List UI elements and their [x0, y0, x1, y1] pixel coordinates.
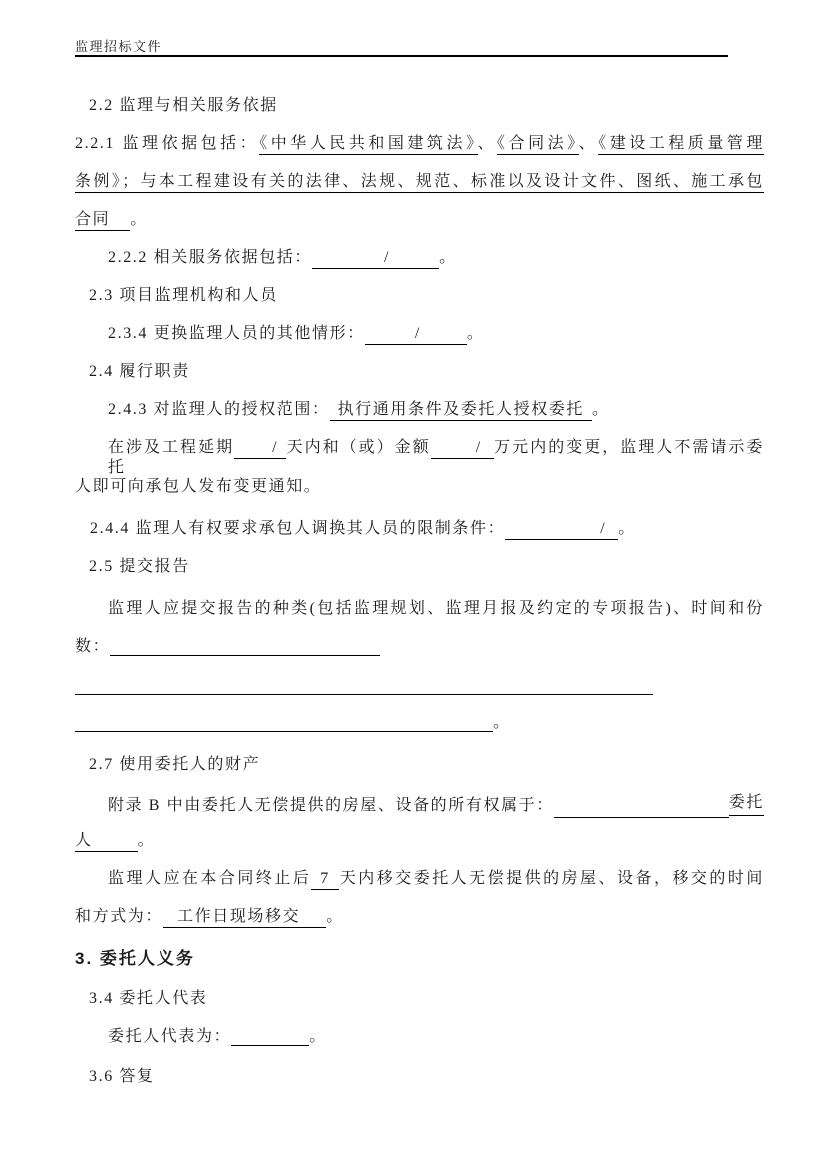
blank-fill	[234, 451, 272, 452]
section-heading-2-7	[75, 755, 764, 775]
blank-fill	[330, 413, 338, 414]
period: 。	[309, 1028, 327, 1045]
period: 。	[326, 908, 344, 925]
blank-fill	[330, 882, 339, 883]
period: 。	[466, 325, 485, 342]
blank-fill-line	[231, 1029, 309, 1046]
blank-fill	[584, 413, 592, 414]
period: 。	[130, 211, 148, 228]
slash-separator: /	[475, 439, 482, 456]
body-text: 监理人应在本合同终止后	[108, 870, 312, 887]
heading-text: 2.4 履行职责	[89, 363, 190, 380]
header-rule	[75, 55, 728, 57]
heading-text: 2.2 监理与相关服务依据	[89, 97, 278, 114]
body-text: 天内和（或）金额	[286, 439, 431, 456]
blank-fill-line	[110, 639, 380, 656]
paragraph-report-line-1	[75, 599, 764, 619]
body-text: 委托人代表为：	[108, 1028, 232, 1045]
section-heading-2-3	[75, 286, 764, 306]
blank-fill	[482, 451, 494, 452]
clause-prefix: 2.2.2 相关服务依据包括：	[108, 249, 313, 266]
clause-2-3-4	[75, 324, 764, 344]
slash-separator: /	[384, 249, 391, 266]
heading-text: 3. 委托人义务	[75, 949, 195, 968]
clause-2-4-3	[75, 400, 764, 420]
clause-prefix: 2.2.1 监理依据包括：	[75, 135, 260, 152]
body-text: 数：	[75, 638, 111, 655]
blank-fill	[163, 920, 177, 921]
body-text: 天内移交委托人无偿提供的房屋、设备，移交的时间	[338, 870, 764, 887]
underlined-text: 条例》；与本工程建设有关的法律、法规、规范、标准以及设计文件、图纸、施工承包	[75, 173, 764, 193]
paragraph-transfer-line-2	[75, 907, 764, 927]
blank-with-slash	[234, 439, 286, 459]
enum-comma: 、	[477, 135, 498, 152]
period: 。	[592, 401, 610, 418]
blank-with-slash	[505, 520, 618, 540]
heading-text: 2.7 使用委托人的财产	[89, 756, 261, 773]
blank-fill	[606, 532, 618, 533]
period: 。	[618, 520, 636, 537]
fill-value: 7	[320, 870, 330, 887]
underlined-fill-value	[330, 401, 592, 421]
paragraph-change-line-2	[75, 477, 764, 497]
underlined-law-title: 《建设工程质量管理	[598, 135, 764, 155]
fill-value: 执行通用条件及委托人授权委托	[337, 401, 585, 418]
fill-value: 工作日现场移交	[177, 908, 301, 925]
clause-2-2-1-line-1	[75, 134, 764, 154]
section-heading-2-5	[75, 557, 764, 577]
page-header-title: 监理招标文件	[75, 39, 163, 54]
blank-fill-line	[75, 715, 493, 732]
blank-fill	[505, 532, 600, 533]
blank-fill	[312, 261, 384, 262]
slash-separator: /	[272, 439, 279, 456]
section-heading-2-2	[75, 96, 764, 116]
underlined-word: 合同	[75, 211, 111, 228]
blank-fill	[390, 261, 439, 262]
heading-text: 3.6 答复	[89, 1068, 155, 1085]
blank-fill	[431, 451, 476, 452]
underlined-fill-value	[311, 870, 339, 890]
period: 。	[137, 832, 156, 849]
paragraph-change-line-1	[75, 438, 764, 478]
period: 。	[493, 714, 511, 731]
underlined-text	[75, 832, 138, 852]
underlined-law-title: 《中华人民共和国建筑法》	[259, 135, 477, 155]
blank-fill	[110, 223, 130, 224]
blank-fill-line	[75, 678, 653, 695]
slash-separator: /	[600, 520, 607, 537]
paragraph-report-line-2	[75, 637, 764, 657]
blank-fill	[93, 844, 138, 845]
blank-fill	[311, 882, 320, 883]
heading-text: 2.3 项目监理机构和人员	[89, 287, 278, 304]
section-heading-3-4	[75, 989, 764, 1009]
blank-fill	[300, 920, 326, 921]
body-text: 人即可向承包人发布变更通知。	[75, 478, 322, 495]
body-text: 和方式为：	[75, 908, 164, 925]
body-text: 附录 B 中由委托人无偿提供的房屋、设备的所有权属于：	[108, 797, 554, 814]
slash-separator: /	[414, 325, 421, 342]
blank-line-2	[75, 713, 764, 733]
clause-prefix: 2.3.4 更换监理人员的其他情形：	[108, 325, 365, 342]
underlined-law-title: 《合同法》	[497, 135, 579, 155]
paragraph-annexb-line-1	[75, 793, 764, 816]
paragraph-representative	[75, 1027, 764, 1047]
body-text: 万元内的变更，监理人不需请示委托	[108, 439, 764, 476]
clause-prefix: 2.4.3 对监理人的授权范围：	[108, 401, 330, 418]
clause-2-2-2	[75, 248, 764, 268]
clause-prefix: 2.4.4 监理人有权要求承包人调换其人员的限制条件：	[90, 520, 506, 537]
paragraph-annexb-line-2	[75, 831, 764, 851]
blank-with-slash	[312, 249, 439, 269]
blank-fill	[365, 337, 415, 338]
underlined-word: 人	[75, 832, 93, 849]
blank-fill-line	[554, 817, 729, 818]
period: 。	[439, 249, 457, 266]
blank-fill	[278, 451, 286, 452]
enum-comma: 、	[578, 135, 599, 152]
underlined-fill-value: 委托	[729, 793, 764, 816]
blank-fill	[421, 337, 467, 338]
blank-line-1	[75, 676, 764, 696]
section-heading-3	[75, 949, 764, 969]
clause-2-2-1-line-3	[75, 210, 764, 230]
section-heading-2-4	[75, 362, 764, 382]
paragraph-transfer-line-1	[75, 869, 764, 889]
blank-with-slash	[365, 325, 467, 345]
underlined-fill-value	[163, 908, 326, 928]
section-heading-3-6	[75, 1067, 764, 1087]
underlined-text	[75, 211, 130, 231]
body-text: 在涉及工程延期	[108, 439, 235, 456]
clause-2-2-1-line-2	[75, 172, 764, 192]
heading-text: 2.5 提交报告	[89, 558, 190, 575]
body-text: 监理人应提交报告的种类(包括监理规划、监理月报及约定的专项报告)、时间和份	[108, 600, 764, 617]
blank-with-slash	[431, 439, 494, 459]
heading-text: 3.4 委托人代表	[89, 990, 208, 1007]
clause-2-4-4	[75, 519, 764, 539]
